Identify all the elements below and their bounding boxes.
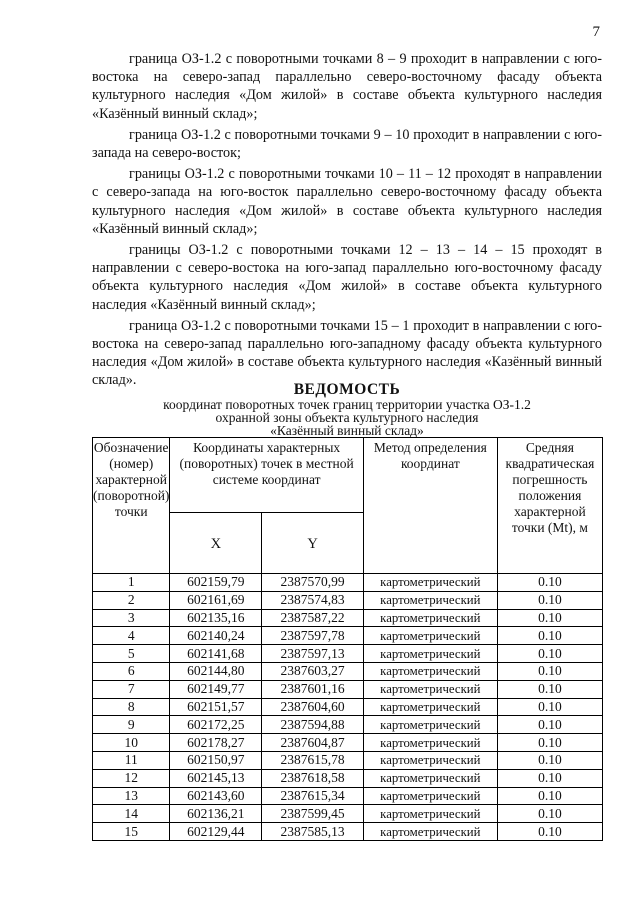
point-number-cell: 5 (93, 645, 170, 663)
method-cell: картометрический (363, 609, 497, 627)
point-number-cell: 4 (93, 627, 170, 645)
paragraph: граница ОЗ-1.2 с поворотными точками 15 – 1 проходит в направлении с юго-востока на северо-запад параллельно юго-западному фасаду объекта культурного наследия «Дом жилой» в составе объекта культурного наследия «Казённый винный склад». (92, 317, 602, 389)
point-number-cell: 13 (93, 787, 170, 805)
table-row (93, 574, 603, 592)
method-cell: картометрический (363, 627, 497, 645)
table-row (93, 591, 603, 609)
table-row (93, 627, 603, 645)
y-cell: 2387599,45 (262, 805, 364, 823)
error-cell: 0.10 (497, 751, 602, 769)
error-cell: 0.10 (497, 591, 602, 609)
x-cell: 602143,60 (170, 787, 262, 805)
y-cell: 2387587,22 (262, 609, 364, 627)
body-text (92, 50, 602, 393)
method-cell: картометрический (363, 734, 497, 752)
point-number-cell: 10 (93, 734, 170, 752)
paragraph: границы ОЗ-1.2 с поворотными точками 10 – 11 – 12 проходят в направлении с северо-запада на юго-восток параллельно северо-восточному фасаду объекта культурного наследия «Дом жилой» в составе объекта культурного наследия «Казённый винный склад»; (92, 166, 602, 237)
table-row (93, 609, 603, 627)
method-cell: картометрический (363, 645, 497, 663)
x-cell: 602178,27 (170, 734, 262, 752)
point-number-cell: 15 (93, 823, 170, 841)
table-row (93, 787, 603, 805)
paragraph: граница ОЗ-1.2 с поворотными точками 8 – 9 проходит в направлении с юго-востока на северо-запад параллельно северо-восточному фасаду объекта культурного наследия «Дом жилой» в составе объекта культурного наследия «Казённый винный склад»; (92, 51, 602, 122)
table-row (93, 680, 603, 698)
method-cell: картометрический (363, 751, 497, 769)
x-cell: 602150,97 (170, 751, 262, 769)
method-cell: картометрический (363, 698, 497, 716)
method-cell: картометрический (363, 716, 497, 734)
x-cell: 602136,21 (170, 805, 262, 823)
x-cell: 602135,16 (170, 609, 262, 627)
point-number-cell: 11 (93, 751, 170, 769)
table-row (93, 823, 603, 841)
y-cell: 2387594,88 (262, 716, 364, 734)
error-cell: 0.10 (497, 662, 602, 680)
table-row (93, 769, 603, 787)
error-cell: 0.10 (497, 574, 602, 592)
x-cell: 602159,79 (170, 574, 262, 592)
method-cell: картометрический (363, 591, 497, 609)
x-cell: 602145,13 (170, 769, 262, 787)
method-cell: картометрический (363, 769, 497, 787)
statement-title: ВЕДОМОСТЬ (293, 381, 401, 398)
method-cell: картометрический (363, 787, 497, 805)
table-row (93, 645, 603, 663)
y-cell: 2387601,16 (262, 680, 364, 698)
method-cell: картометрический (363, 805, 497, 823)
page-number: 7 (592, 24, 600, 40)
header-coordinates: Координаты характерных (поворотных) точек в местной системе координат (170, 438, 363, 513)
y-cell: 2387603,27 (262, 662, 364, 680)
statement-subtitle-line: охранной зоны объекта культурного наследия (215, 410, 479, 425)
x-cell: 602161,69 (170, 591, 262, 609)
header-point-number: Обозначение (номер) характерной (поворотной) точки (93, 438, 170, 574)
header-error: Средняя квадратическая погрешность положения характерной точки (Mt), м (497, 438, 602, 574)
error-cell: 0.10 (497, 787, 602, 805)
error-cell: 0.10 (497, 716, 602, 734)
y-cell: 2387604,87 (262, 734, 364, 752)
y-cell: 2387618,58 (262, 769, 364, 787)
method-cell: картометрический (363, 823, 497, 841)
paragraph: границы ОЗ-1.2 с поворотными точками 12 – 13 – 14 – 15 проходят в направлении с северо-востока на юго-запад параллельно юго-восточному фасаду объекта культурного наследия «Дом жилой» в составе объекта культурного наследия «Казённый винный склад»; (92, 242, 602, 313)
statement-subtitle-line: координат поворотных точек границ территории участка ОЗ-1.2 (163, 397, 531, 412)
error-cell: 0.10 (497, 609, 602, 627)
error-cell: 0.10 (497, 627, 602, 645)
header-x: X (170, 513, 262, 574)
y-cell: 2387570,99 (262, 574, 364, 592)
point-number-cell: 6 (93, 662, 170, 680)
y-cell: 2387585,13 (262, 823, 364, 841)
table-row (93, 751, 603, 769)
table-row (93, 805, 603, 823)
coordinates-table (92, 437, 603, 841)
x-cell: 602129,44 (170, 823, 262, 841)
error-cell: 0.10 (497, 734, 602, 752)
x-cell: 602144,80 (170, 662, 262, 680)
error-cell: 0.10 (497, 823, 602, 841)
point-number-cell: 3 (93, 609, 170, 627)
y-cell: 2387574,83 (262, 591, 364, 609)
point-number-cell: 7 (93, 680, 170, 698)
point-number-cell: 1 (93, 574, 170, 592)
error-cell: 0.10 (497, 680, 602, 698)
table-row (93, 716, 603, 734)
x-cell: 602140,24 (170, 627, 262, 645)
point-number-cell: 12 (93, 769, 170, 787)
paragraph: граница ОЗ-1.2 с поворотными точками 9 – 10 проходит в направлении с юго-запада на северо-восток; (92, 126, 602, 162)
point-number-cell: 8 (93, 698, 170, 716)
method-cell: картометрический (363, 574, 497, 592)
method-cell: картометрический (363, 662, 497, 680)
point-number-cell: 14 (93, 805, 170, 823)
header-y: Y (262, 513, 364, 574)
x-cell: 602141,68 (170, 645, 262, 663)
table-row (93, 734, 603, 752)
x-cell: 602151,57 (170, 698, 262, 716)
header-method: Метод определения координат (363, 438, 497, 574)
y-cell: 2387604,60 (262, 698, 364, 716)
point-number-cell: 2 (93, 591, 170, 609)
y-cell: 2387597,78 (262, 627, 364, 645)
y-cell: 2387615,78 (262, 751, 364, 769)
y-cell: 2387597,13 (262, 645, 364, 663)
error-cell: 0.10 (497, 698, 602, 716)
table-row (93, 662, 603, 680)
statement-subtitle-line: «Казённый винный склад» (270, 423, 424, 438)
table-row (93, 698, 603, 716)
y-cell: 2387615,34 (262, 787, 364, 805)
method-cell: картометрический (363, 680, 497, 698)
error-cell: 0.10 (497, 769, 602, 787)
x-cell: 602172,25 (170, 716, 262, 734)
point-number-cell: 9 (93, 716, 170, 734)
x-cell: 602149,77 (170, 680, 262, 698)
error-cell: 0.10 (497, 645, 602, 663)
error-cell: 0.10 (497, 805, 602, 823)
